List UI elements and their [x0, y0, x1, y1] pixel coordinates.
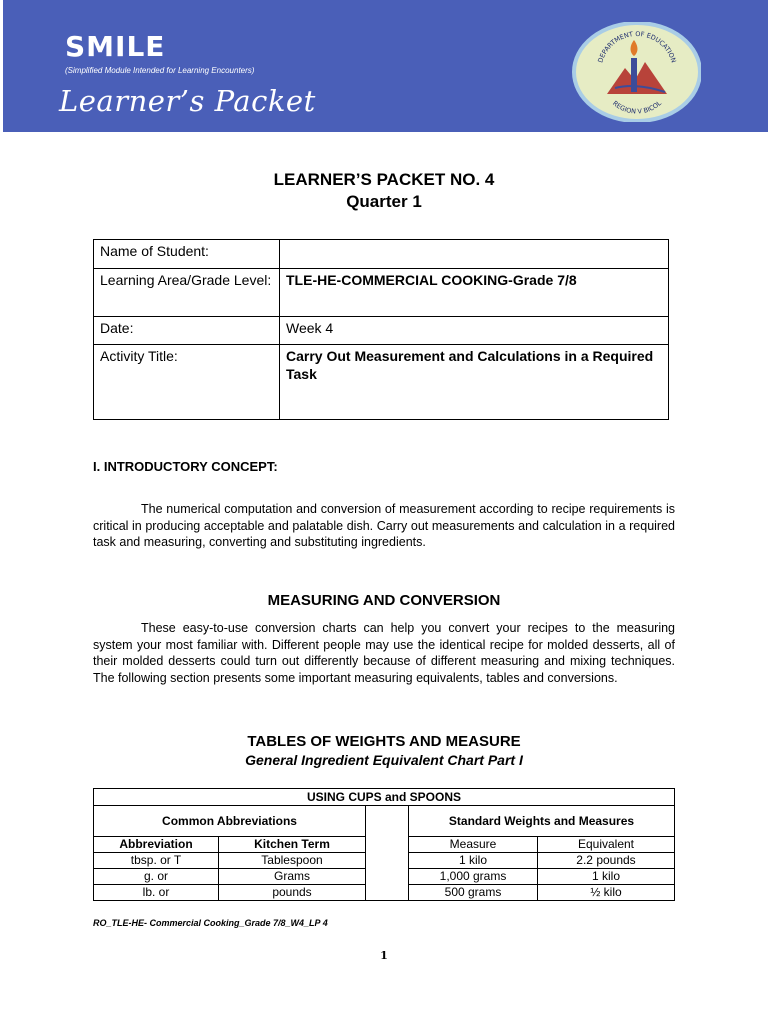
activity-title-value: Carry Out Measurement and Calculations in a Required Task	[280, 345, 669, 420]
packet-number: LEARNER’S PACKET NO. 4	[273, 170, 495, 189]
page-title	[0, 169, 768, 213]
brand-name: SMILE	[65, 30, 166, 63]
name-label: Name of Student:	[94, 240, 280, 269]
name-field[interactable]	[280, 240, 669, 269]
measure-cell: 1 kilo	[409, 853, 538, 869]
equivalent-cell: ½ kilo	[538, 885, 675, 901]
brand-subtitle: (Simplified Module Intended for Learning Encounters)	[65, 66, 255, 75]
header-banner	[3, 0, 768, 132]
chart-subheading: General Ingredient Equivalent Chart Part I	[245, 752, 523, 768]
measuring-heading: MEASURING AND CONVERSION	[267, 592, 501, 609]
table-spacer-column	[366, 806, 409, 901]
standard-weights-header: Standard Weights and Measures	[409, 806, 675, 837]
tables-heading: TABLES OF WEIGHTS AND MEASURE	[247, 733, 521, 750]
abbreviation-cell: g. or	[94, 869, 219, 885]
seal-top-text: DEPARTMENT OF EDUCATION	[596, 29, 678, 64]
learning-area-value: TLE-HE-COMMERCIAL COOKING-Grade 7/8	[280, 269, 669, 317]
packet-label: Learner’s Packet	[59, 84, 316, 118]
footer-code: RO_TLE-HE- Commercial Cooking_Grade 7/8_W4_LP 4	[93, 918, 328, 928]
table-caption: USING CUPS and SPOONS	[94, 789, 675, 806]
student-info-table	[93, 239, 669, 420]
measure-cell: 1,000 grams	[409, 869, 538, 885]
kitchen-term-cell: pounds	[219, 885, 366, 901]
kitchen-term-cell: Grams	[219, 869, 366, 885]
abbreviation-cell: lb. or	[94, 885, 219, 901]
page-number: 1	[380, 949, 388, 962]
equivalent-column-header: Equivalent	[538, 837, 675, 853]
deped-seal-logo	[571, 22, 701, 122]
kitchen-term-cell: Tablespoon	[219, 853, 366, 869]
seal-bottom-text: REGION V BICOL	[611, 99, 663, 116]
equivalent-cell: 2.2 pounds	[538, 853, 675, 869]
measure-cell: 500 grams	[409, 885, 538, 901]
intro-paragraph: The numerical computation and conversion of measurement according to recipe requirements is critical in producing acceptable and palatable dish. Carry out measurements and calculation in a required task and measuring, converting and substituting ingredients.	[93, 502, 675, 549]
equivalent-cell: 1 kilo	[538, 869, 675, 885]
date-label: Date:	[94, 317, 280, 345]
measuring-paragraph: These easy-to-use conversion charts can help you convert your recipes to the measuring system your most familiar with. Different people may use the identical recipe for molded desserts, all of their molded desserts could turn out differently because of different measuring and mixing techniques. The following section presents some important measuring equivalents, tables and conversions.	[93, 621, 675, 685]
measure-column-header: Measure	[409, 837, 538, 853]
abbreviation-cell: tbsp. or T	[94, 853, 219, 869]
abbreviation-column-header: Abbreviation	[94, 837, 219, 853]
activity-title-label: Activity Title:	[94, 345, 280, 420]
equivalent-chart-table	[93, 788, 675, 901]
kitchen-term-column-header: Kitchen Term	[219, 837, 366, 853]
learning-area-label: Learning Area/Grade Level:	[94, 269, 280, 317]
quarter-label: Quarter 1	[346, 192, 422, 211]
common-abbreviations-header: Common Abbreviations	[94, 806, 366, 837]
date-value: Week 4	[280, 317, 669, 345]
intro-heading: I. INTRODUCTORY CONCEPT:	[93, 459, 278, 474]
